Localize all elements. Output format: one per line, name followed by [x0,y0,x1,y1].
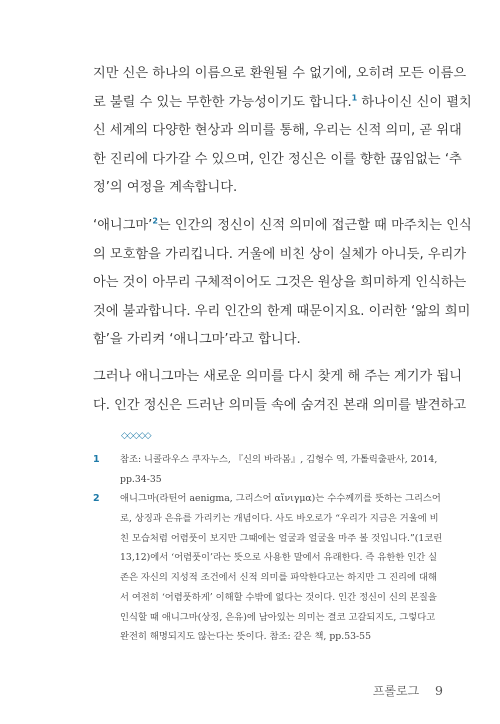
footnote-line: 참조: 니콜라우스 쿠자누스, 『신의 바라봄』, 김형수 역, 가톨릭출판사, 2014, [120,454,438,465]
footnote-ref-1[interactable]: 1 [351,93,358,103]
footnote-2 [93,489,443,647]
text-segment: 는 인간의 정신이 신적 의미에 접근할 때 마주치는 인식 [157,218,472,233]
page-number: 9 [435,683,443,698]
footnote-line: 애니그마(라틴어 aenigma, 그리스어 αἴνιγμα)는 수수께끼를 뜻하는 그리스어 [120,493,441,505]
page-footer [373,682,443,699]
text-line: 정’의 여정을 계속합니다. [93,180,238,195]
footnote-number: 1 [93,454,100,465]
footnote-line: 존은 자신의 지성적 조건에서 신적 의미를 파악한다고는 하지만 그 진리에 대해 [120,572,437,584]
text-line [93,212,472,241]
paragraph-2 [93,212,472,355]
footnote-number: 2 [93,493,100,505]
text-line [93,89,472,118]
footnote-line: 로, 상징과 은유를 가리키는 개념이다. 사도 바오로가 “우리가 지금은 거울에 비 [120,513,439,525]
footnote-divider-ornament: ◇◇◇◇◇ [121,431,151,441]
footnote-line: 서 여전히 ‘어렴풋하게’ 이해할 수밖에 없다는 것이다. 인간 정신이 신의 본질을 [120,591,437,603]
footnote-line: 친 모습처럼 어렴풋이 보지만 그때에는 얼굴과 얼굴을 마주 볼 것입니다.”(1코린 [120,532,443,544]
text-line: 한 진리에 다가갈 수 있으며, 인간 정신은 이를 향한 끊임없는 ‘추 [93,151,462,167]
text-line: 아는 것이 아무리 구체적이어도 그것은 원상을 희미하게 인식하는 [93,275,467,290]
text-line: 의 모호함을 가리킵니다. 거울에 비친 상이 실체가 아니듯, 우리가 [93,246,467,262]
text-line: 지만 신은 하나의 이름으로 환원될 수 없기에, 오히려 모든 이름으 [93,66,467,81]
text-segment: ‘애니그마’ [93,218,153,233]
footnote-line: 13,12)에서 ‘어렴풋이’라는 뜻으로 사용한 말에서 유래한다. 즉 유한한 인간 실 [120,552,438,564]
footnote-1 [93,450,438,489]
text-line: 그러나 애니그마는 새로운 의미를 다시 찾게 해 주는 계기가 됩니 [93,369,462,384]
text-line: 다. 인간 정신은 드러난 의미들 속에 숨겨진 본래 의미를 발견하고 [93,397,467,413]
text-segment: 하나이신 신이 펼치 [357,94,472,110]
text-line: 것에 불과합니다. 우리 인간의 한계 때문이지요. 이러한 ‘앎의 희미 [93,303,471,319]
footnote-ref-2[interactable]: 2 [152,216,158,226]
text-segment: 로 불릴 수 있는 무한한 가능성이기도 합니다. [93,94,352,110]
footnote-line: 완전히 해명되지도 않는다는 뜻이다. 참조: 같은 책, pp.53-55 [120,631,372,643]
footnotes [93,450,443,647]
paragraph-3 [93,363,467,420]
footnote-line: 인식할 때 애니그마(상징, 은유)에 남아있는 의미는 결코 고갈되지도, 그렇다고 [120,611,436,623]
section-title: 프롤로그 [372,684,420,698]
text-line: 함’을 가리켜 ‘애니그마’라고 합니다. [93,332,301,347]
paragraph-1 [93,60,472,203]
footnote-line: pp.34-35 [120,473,162,485]
text-line: 신 세계의 다양한 현상과 의미를 통해, 우리는 신적 의미, 곧 위대 [93,123,462,138]
